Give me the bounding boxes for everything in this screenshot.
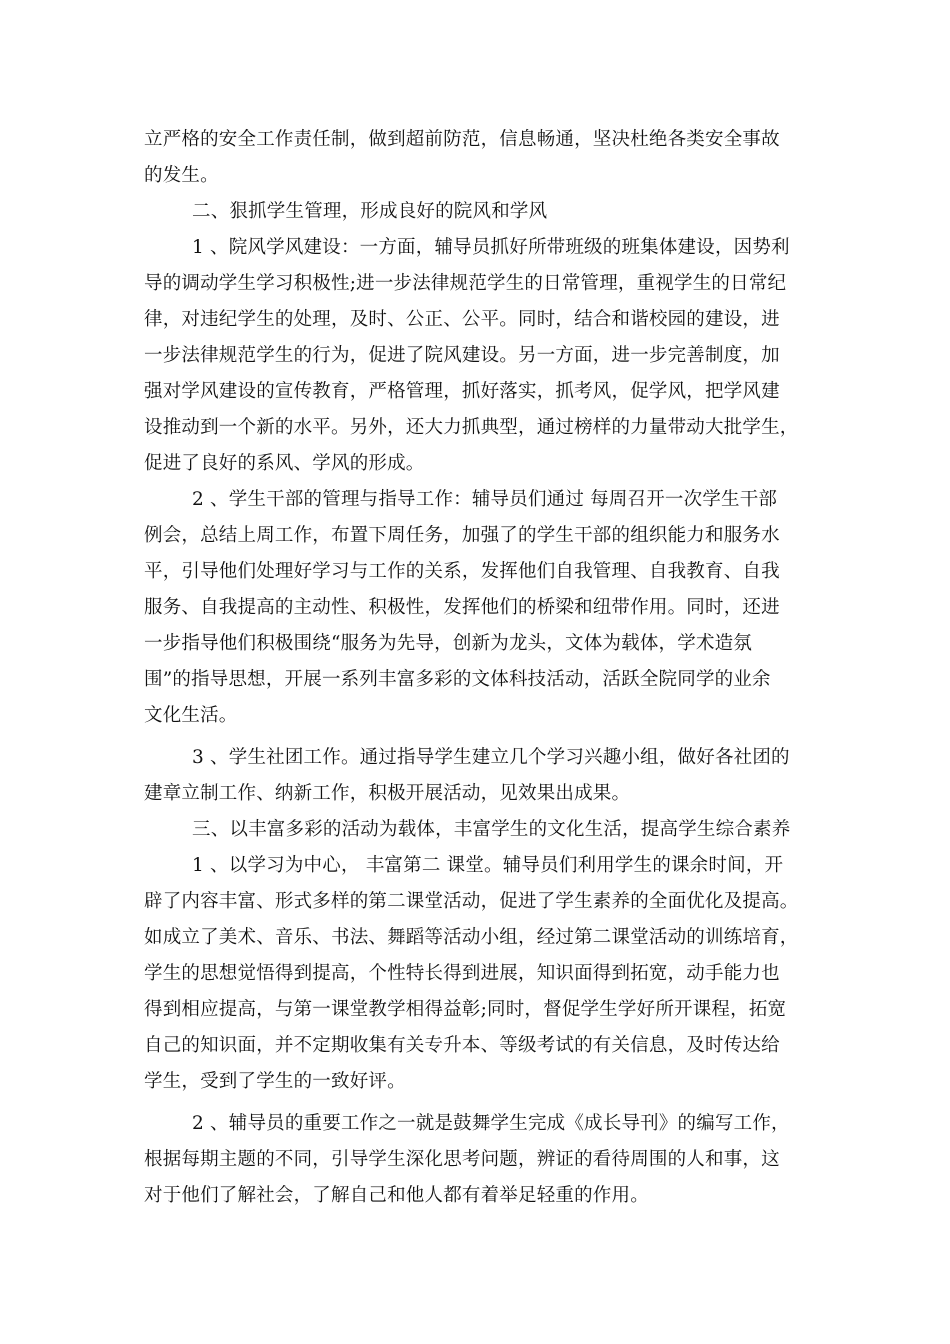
text-line: 2 、学生干部的管理与指导工作：辅导员们通过 每周召开一次学生干部 xyxy=(192,489,778,510)
text-line: 服务、自我提高的主动性、积极性，发挥他们的桥梁和纽带作用。同时，还进 xyxy=(144,597,780,618)
section-heading: 二、狠抓学生管理，形成良好的院风和学风 xyxy=(192,201,548,222)
text-line: 例会，总结上周工作，布置下周任务，加强了的学生干部的组织能力和服务水 xyxy=(144,525,780,546)
text-line: 一步法律规范学生的行为，促进了院风建设。另一方面，进一步完善制度，加 xyxy=(144,345,780,366)
text-line: 2 、辅导员的重要工作之一就是鼓舞学生完成《成长导刊》的编写工作， xyxy=(192,1113,790,1134)
text-line: 3 、学生社团工作。通过指导学生建立几个学习兴趣小组，做好各社团的 xyxy=(192,747,790,768)
text-line: 学生，受到了学生的一致好评。 xyxy=(144,1071,406,1092)
text-line: 辟了内容丰富、形式多样的第二课堂活动，促进了学生素养的全面优化及提高。 xyxy=(144,891,799,912)
text-line: 文化生活。 xyxy=(144,705,238,726)
text-line: 如成立了美术、音乐、书法、舞蹈等活动小组，经过第二课堂活动的训练培育， xyxy=(144,927,799,948)
text-line: 学生的思想觉悟得到提高，个性特长得到进展，知识面得到拓宽，动手能力也 xyxy=(144,963,780,984)
text-line: 一步指导他们积极围绕“服务为先导，创新为龙头，文体为载体，学术造氛 xyxy=(144,633,753,654)
text-line: 围”的指导思想，开展一系列丰富多彩的文体科技活动，活跃全院同学的业余 xyxy=(144,669,771,690)
text-line: 建章立制工作、纳新工作，积极开展活动，见效果出成果。 xyxy=(144,783,631,804)
text-line: 的发生。 xyxy=(144,165,219,186)
text-line: 强对学风建设的宣传教育，严格管理，抓好落实，抓考风，促学风，把学风建 xyxy=(144,381,780,402)
text-line: 1 、院风学风建设：一方面，辅导员抓好所带班级的班集体建设，因势利 xyxy=(192,237,790,258)
text-line: 律，对违纪学生的处理，及时、公正、公平。同时，结合和谐校园的建设，进 xyxy=(144,309,780,330)
text-line: 立严格的安全工作责任制，做到超前防范，信息畅通，坚决杜绝各类安全事故 xyxy=(144,129,780,150)
section-heading: 三、以丰富多彩的活动为载体，丰富学生的文化生活，提高学生综合素养 xyxy=(192,819,791,840)
text-line: 平，引导他们处理好学习与工作的关系，发挥他们自我管理、自我教育、自我 xyxy=(144,561,780,582)
text-line: 导的调动学生学习积极性;进一步法律规范学生的日常管理，重视学生的日常纪 xyxy=(144,273,787,294)
text-line: 自己的知识面，并不定期收集有关专升本、等级考试的有关信息，及时传达给 xyxy=(144,1035,780,1056)
text-line: 1 、以学习为中心， 丰富第二 课堂。辅导员们利用学生的课余时间，开 xyxy=(192,855,784,876)
text-line: 得到相应提高，与第一课堂教学相得益彰;同时，督促学生学好所开课程，拓宽 xyxy=(144,999,787,1020)
text-line: 设推动到一个新的水平。另外，还大力抓典型，通过榜样的力量带动大批学生， xyxy=(144,417,799,438)
text-line: 根据每期主题的不同，引导学生深化思考问题，辨证的看待周围的人和事，这 xyxy=(144,1149,780,1170)
text-line: 对于他们了解社会，了解自己和他人都有着举足轻重的作用。 xyxy=(144,1185,649,1206)
text-line: 促进了良好的系风、学风的形成。 xyxy=(144,453,425,474)
